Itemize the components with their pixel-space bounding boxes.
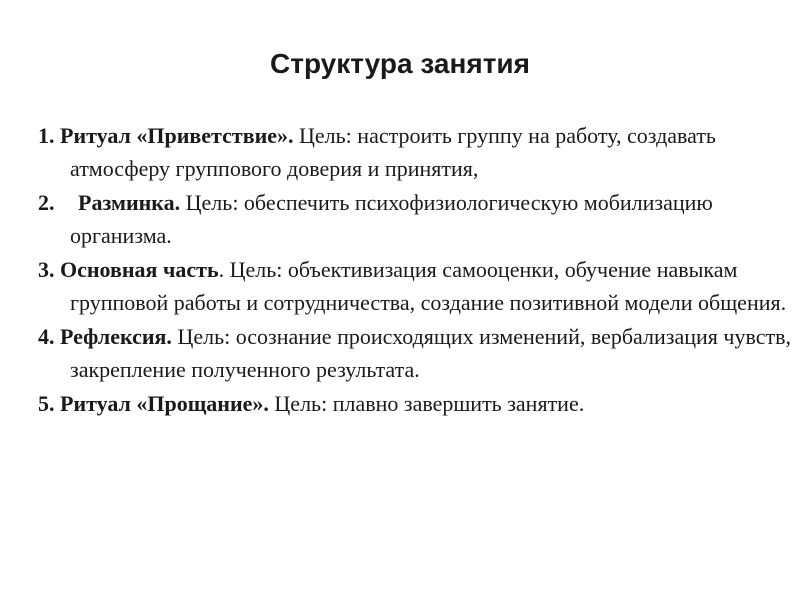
agenda-list: [38, 119, 796, 421]
item-number: 4.: [38, 324, 55, 349]
item-heading: Ритуал «Прощание».: [60, 391, 269, 416]
item-text: Цель: обеспечить психофизиологическую мобилизацию организма.: [70, 190, 713, 248]
item-text: Цель: настроить группу на работу, создавать атмосферу группового доверия и принятия,: [70, 123, 716, 181]
item-number: 2.: [38, 190, 55, 215]
item-number: 5.: [38, 391, 55, 416]
item-text: Цель: осознание происходящих изменений, вербализация чувств, закрепление полученного результата.: [70, 324, 791, 382]
list-item: [38, 119, 796, 185]
item-text: . Цель: объективизация самооценки, обучение навыкам групповой работы и сотрудничества, создание позитивной модели общения.: [70, 257, 787, 315]
slide-title: Структура занятия: [270, 48, 530, 79]
item-number: 3.: [38, 257, 55, 282]
list-item: [38, 253, 796, 319]
item-heading: Разминка.: [78, 190, 181, 215]
item-heading: Рефлексия.: [60, 324, 172, 349]
item-heading: Ритуал «Приветствие».: [60, 123, 294, 148]
list-item: [38, 186, 796, 252]
list-item: [38, 387, 796, 420]
item-number: 1.: [38, 123, 55, 148]
item-heading: Основная часть: [60, 257, 219, 282]
list-item: [38, 320, 796, 386]
item-text: Цель: плавно завершить занятие.: [274, 391, 585, 416]
